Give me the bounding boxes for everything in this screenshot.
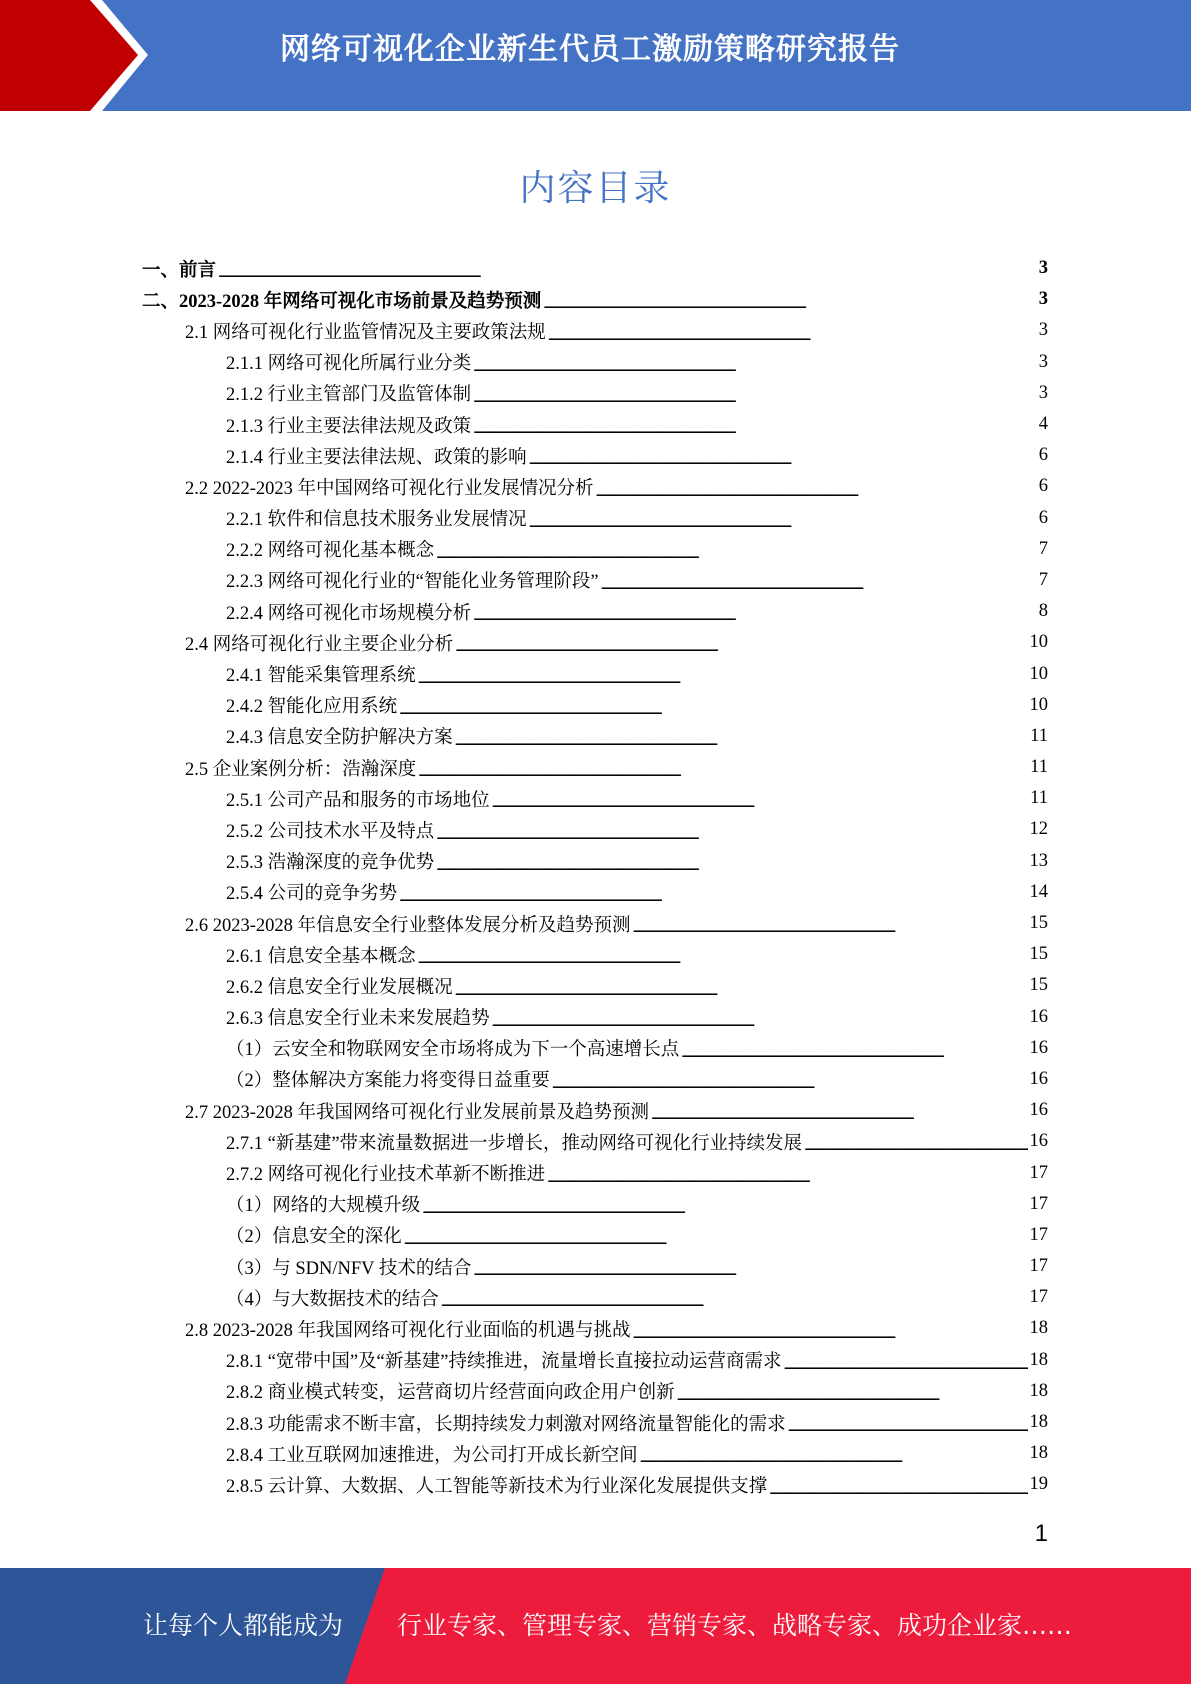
toc-leader-dots [473, 1260, 1027, 1282]
toc-entry-title: （1）云安全和物联网安全市场将成为下一个高速增长点 [226, 1040, 680, 1061]
toc-entry-title: 2.1.3 行业主要法律法规及政策 [226, 416, 472, 437]
toc-entry[interactable] [226, 1438, 1048, 1469]
toc-entry-page: 11 [1030, 788, 1048, 809]
toc-entry-title: 2.8 2023-2028 年我国网络可视化行业面临的机遇与挑战 [185, 1320, 631, 1341]
toc-entry-page: 10 [1029, 694, 1048, 715]
toc-entry-page: 3 [1038, 289, 1048, 310]
toc-entry[interactable] [226, 534, 1048, 565]
toc-entry-page: 14 [1029, 881, 1048, 902]
toc-entry-page: 6 [1038, 445, 1048, 466]
toc-entry[interactable] [226, 690, 1048, 721]
toc-entry-page: 3 [1038, 320, 1048, 341]
toc-leader-dots [633, 917, 1028, 939]
toc-leader-dots [441, 1291, 1028, 1313]
toc-leader-dots [473, 605, 1037, 627]
toc-entry-page: 18 [1029, 1318, 1048, 1339]
toc-entry[interactable] [226, 846, 1048, 877]
toc-entry[interactable] [226, 970, 1048, 1001]
toc-entry-page: 7 [1038, 569, 1048, 590]
toc-entry-page: 16 [1029, 1006, 1048, 1027]
toc-entry-page: 16 [1029, 1100, 1048, 1121]
toc-entry-title: 2.1.1 网络可视化所属行业分类 [226, 354, 472, 375]
toc-entry[interactable] [185, 1095, 1048, 1126]
toc-leader-dots [651, 1104, 1027, 1126]
toc-entry-page: 15 [1029, 913, 1048, 934]
toc-leader-dots [529, 449, 1037, 471]
toc-entry-page: 6 [1038, 507, 1048, 528]
header-banner [0, 0, 1191, 111]
toc-leader-dots [473, 418, 1037, 440]
toc-entry[interactable] [226, 1189, 1048, 1220]
toc-leader-dots [418, 761, 1028, 783]
toc-entry-title: （2）信息安全的深化 [226, 1227, 402, 1248]
toc-entry-title: 2.7 2023-2028 年我国网络可视化行业发展前景及趋势预测 [185, 1102, 650, 1123]
toc-entry-page: 10 [1029, 632, 1048, 653]
toc-leader-dots [783, 1354, 1027, 1376]
toc-entry[interactable] [226, 565, 1048, 596]
toc-entry[interactable] [226, 1064, 1048, 1095]
toc-entry[interactable] [226, 596, 1048, 627]
toc-entry-title: 2.8.2 商业模式转变，运营商切片经营面向政企用户创新 [226, 1383, 675, 1404]
toc-entry-title: 2.1.2 行业主管部门及监管体制 [226, 385, 472, 406]
toc-entry[interactable] [185, 752, 1048, 783]
toc-leader-dots [455, 980, 1028, 1002]
toc-leader-dots [436, 543, 1037, 565]
toc-entry-title: 2.7.2 网络可视化行业技术革新不断推进 [226, 1165, 546, 1186]
toc-entry[interactable] [185, 1313, 1048, 1344]
toc-entry-page: 15 [1029, 975, 1048, 996]
toc-entry-page: 3 [1038, 351, 1048, 372]
toc-entry-title: 2.6.1 信息安全基本概念 [226, 946, 416, 967]
toc-leader-dots [529, 512, 1037, 534]
toc-entry[interactable] [226, 1220, 1048, 1251]
toc-entry[interactable] [226, 1033, 1048, 1064]
toc-entry-page: 6 [1038, 476, 1048, 497]
toc-entry-page: 18 [1029, 1443, 1048, 1464]
toc-entry-page: 16 [1029, 1068, 1048, 1089]
toc-leader-dots [601, 574, 1037, 596]
toc-entry-page: 3 [1038, 258, 1048, 279]
toc-entry[interactable] [226, 939, 1048, 970]
toc-entry-title: 2.6.3 信息安全行业未来发展趋势 [226, 1009, 490, 1030]
toc-entry[interactable] [185, 908, 1048, 939]
toc-entry-page: 17 [1029, 1162, 1048, 1183]
toc-entry-title: 2.4 网络可视化行业主要企业分析 [185, 634, 454, 655]
toc-leader-dots [547, 1167, 1027, 1189]
toc-leader-dots [543, 293, 1036, 315]
toc-entry[interactable] [185, 627, 1048, 658]
toc-entry-page: 11 [1030, 725, 1048, 746]
toc-entry-page: 17 [1029, 1256, 1048, 1277]
toc-entry-title: 2.5.2 公司技术水平及特点 [226, 821, 435, 842]
toc-entry-title: 一、前言 [142, 260, 217, 281]
toc-entry-title: 2.6 2023-2028 年信息安全行业整体发展分析及趋势预测 [185, 915, 631, 936]
toc-entry[interactable] [226, 347, 1048, 378]
toc-leader-dots [399, 886, 1027, 908]
toc-entry-title: 2.1 网络可视化行业监管情况及主要政策法规 [185, 322, 546, 343]
toc-entry-page: 19 [1029, 1474, 1048, 1495]
toc-leader-dots [492, 792, 1029, 814]
toc-leader-dots [418, 948, 1028, 970]
toc-entry-page: 18 [1029, 1380, 1048, 1401]
toc-leader-dots [492, 1011, 1028, 1033]
toc-entry-page: 13 [1029, 850, 1048, 871]
toc-entry[interactable] [226, 1002, 1048, 1033]
toc-entry[interactable] [185, 315, 1048, 346]
toc-entry-title: （3）与 SDN/NFV 技术的结合 [226, 1258, 472, 1279]
toc-entry-page: 10 [1029, 663, 1048, 684]
toc-entry-page: 17 [1029, 1224, 1048, 1245]
toc-entry[interactable] [226, 658, 1048, 689]
toc-entry-title: 2.8.4 工业互联网加速推进，为公司打开成长新空间 [226, 1445, 638, 1466]
toc-entry-page: 16 [1029, 1131, 1048, 1152]
toc-entry-page: 8 [1038, 601, 1048, 622]
toc-leader-dots [681, 1042, 1027, 1064]
toc-entry-title: 2.7.1 “新基建”带来流量数据进一步增长，推动网络可视化行业持续发展 [226, 1133, 803, 1154]
toc-entry[interactable] [226, 1157, 1048, 1188]
toc-entry-title: 2.2.3 网络可视化行业的“智能化业务管理阶段” [226, 572, 599, 593]
toc-entry[interactable] [142, 284, 1048, 315]
toc-entry[interactable] [226, 1469, 1048, 1500]
toc-entry[interactable] [226, 783, 1048, 814]
toc-leader-dots [769, 1479, 1027, 1501]
footer-slogan-left: 让每个人都能成为 [143, 1611, 344, 1640]
toc-entry[interactable] [226, 1407, 1048, 1438]
toc-entry-page: 18 [1029, 1412, 1048, 1433]
toc-entry-page: 17 [1029, 1193, 1048, 1214]
toc-leader-dots [455, 636, 1027, 658]
toc-entry-title: 2.2.4 网络可视化市场规模分析 [226, 603, 472, 624]
toc-entry[interactable] [185, 471, 1048, 502]
toc-entry-page: 12 [1029, 819, 1048, 840]
toc-leader-dots [677, 1385, 1028, 1407]
toc-entry[interactable] [226, 1251, 1048, 1282]
toc-entry-title: 2.8.3 功能需求不断丰富，长期持续发力刺激对网络流量智能化的需求 [226, 1414, 786, 1435]
report-title: 网络可视化企业新生代员工激励策略研究报告 [280, 32, 900, 67]
toc-heading: 内容目录 [519, 168, 672, 209]
toc-leader-dots [548, 325, 1037, 347]
toc-entry[interactable] [226, 721, 1048, 752]
toc-entry-title: （4）与大数据技术的结合 [226, 1289, 439, 1310]
toc-entry-page: 11 [1030, 757, 1048, 778]
toc-entry[interactable] [226, 378, 1048, 409]
toc-entry-title: 2.5 企业案例分析：浩瀚深度 [185, 759, 417, 780]
toc-entry[interactable] [226, 440, 1048, 471]
toc-entry-page: 16 [1029, 1037, 1048, 1058]
toc-leader-dots [399, 699, 1027, 721]
toc-leader-dots [640, 1447, 1028, 1469]
toc-entry-title: 2.4.2 智能化应用系统 [226, 697, 398, 718]
toc-leader-dots [218, 262, 1037, 284]
table-of-contents [0, 253, 1191, 1501]
toc-leader-dots [552, 1073, 1028, 1095]
toc-entry-title: （1）网络的大规模升级 [226, 1196, 421, 1217]
toc-entry-title: （2）整体解决方案能力将变得日益重要 [226, 1071, 550, 1092]
toc-entry-page: 7 [1038, 538, 1048, 559]
toc-leader-dots [418, 668, 1028, 690]
toc-entry[interactable] [226, 409, 1048, 440]
toc-entry[interactable] [226, 814, 1048, 845]
toc-leader-dots [804, 1135, 1027, 1157]
page-number: 1 [1034, 1520, 1048, 1547]
footer-banner [0, 1568, 1191, 1684]
toc-leader-dots [788, 1416, 1028, 1438]
toc-leader-dots [473, 387, 1037, 409]
toc-leader-dots [404, 1229, 1028, 1251]
toc-entry[interactable] [142, 253, 1048, 284]
toc-leader-dots [436, 824, 1027, 846]
toc-entry[interactable] [226, 1126, 1048, 1157]
toc-entry-title: 2.6.2 信息安全行业发展概况 [226, 977, 453, 998]
toc-entry-title: 2.5.1 公司产品和服务的市场地位 [226, 790, 490, 811]
toc-entry[interactable] [226, 1345, 1048, 1376]
toc-leader-dots [455, 730, 1029, 752]
toc-entry-title: 二、2023-2028 年网络可视化市场前景及趋势预测 [142, 291, 542, 312]
toc-entry-title: 2.8.5 云计算、大数据、人工智能等新技术为行业深化发展提供支撑 [226, 1476, 768, 1497]
toc-entry-title: 2.8.1 “宽带中国”及“新基建”持续推进，流量增长直接拉动运营商需求 [226, 1352, 782, 1373]
toc-entry-title: 2.2.1 软件和信息技术服务业发展情况 [226, 510, 527, 531]
footer-slogan-right: 行业专家、管理专家、营销专家、战略专家、成功企业家…… [397, 1611, 1073, 1640]
toc-leader-dots [422, 1198, 1027, 1220]
toc-entry[interactable] [226, 1376, 1048, 1407]
toc-entry-page: 15 [1029, 944, 1048, 965]
toc-entry-title: 2.2 2022-2023 年中国网络可视化行业发展情况分析 [185, 478, 594, 499]
toc-entry-title: 2.5.3 浩瀚深度的竞争优势 [226, 853, 435, 874]
toc-entry-page: 17 [1029, 1287, 1048, 1308]
toc-leader-dots [473, 356, 1037, 378]
toc-leader-dots [436, 855, 1027, 877]
toc-entry-title: 2.5.4 公司的竞争劣势 [226, 884, 398, 905]
toc-entry-title: 2.1.4 行业主要法律法规、政策的影响 [226, 447, 527, 468]
toc-leader-dots [596, 481, 1037, 503]
toc-entry-title: 2.4.1 智能采集管理系统 [226, 666, 416, 687]
toc-entry-page: 4 [1038, 414, 1048, 435]
toc-entry[interactable] [226, 503, 1048, 534]
toc-entry[interactable] [226, 1282, 1048, 1313]
toc-entry-page: 3 [1038, 382, 1048, 403]
toc-entry-title: 2.2.2 网络可视化基本概念 [226, 541, 435, 562]
toc-entry-page: 18 [1029, 1349, 1048, 1370]
toc-entry-title: 2.4.3 信息安全防护解决方案 [226, 728, 453, 749]
toc-entry[interactable] [226, 877, 1048, 908]
toc-leader-dots [633, 1323, 1028, 1345]
